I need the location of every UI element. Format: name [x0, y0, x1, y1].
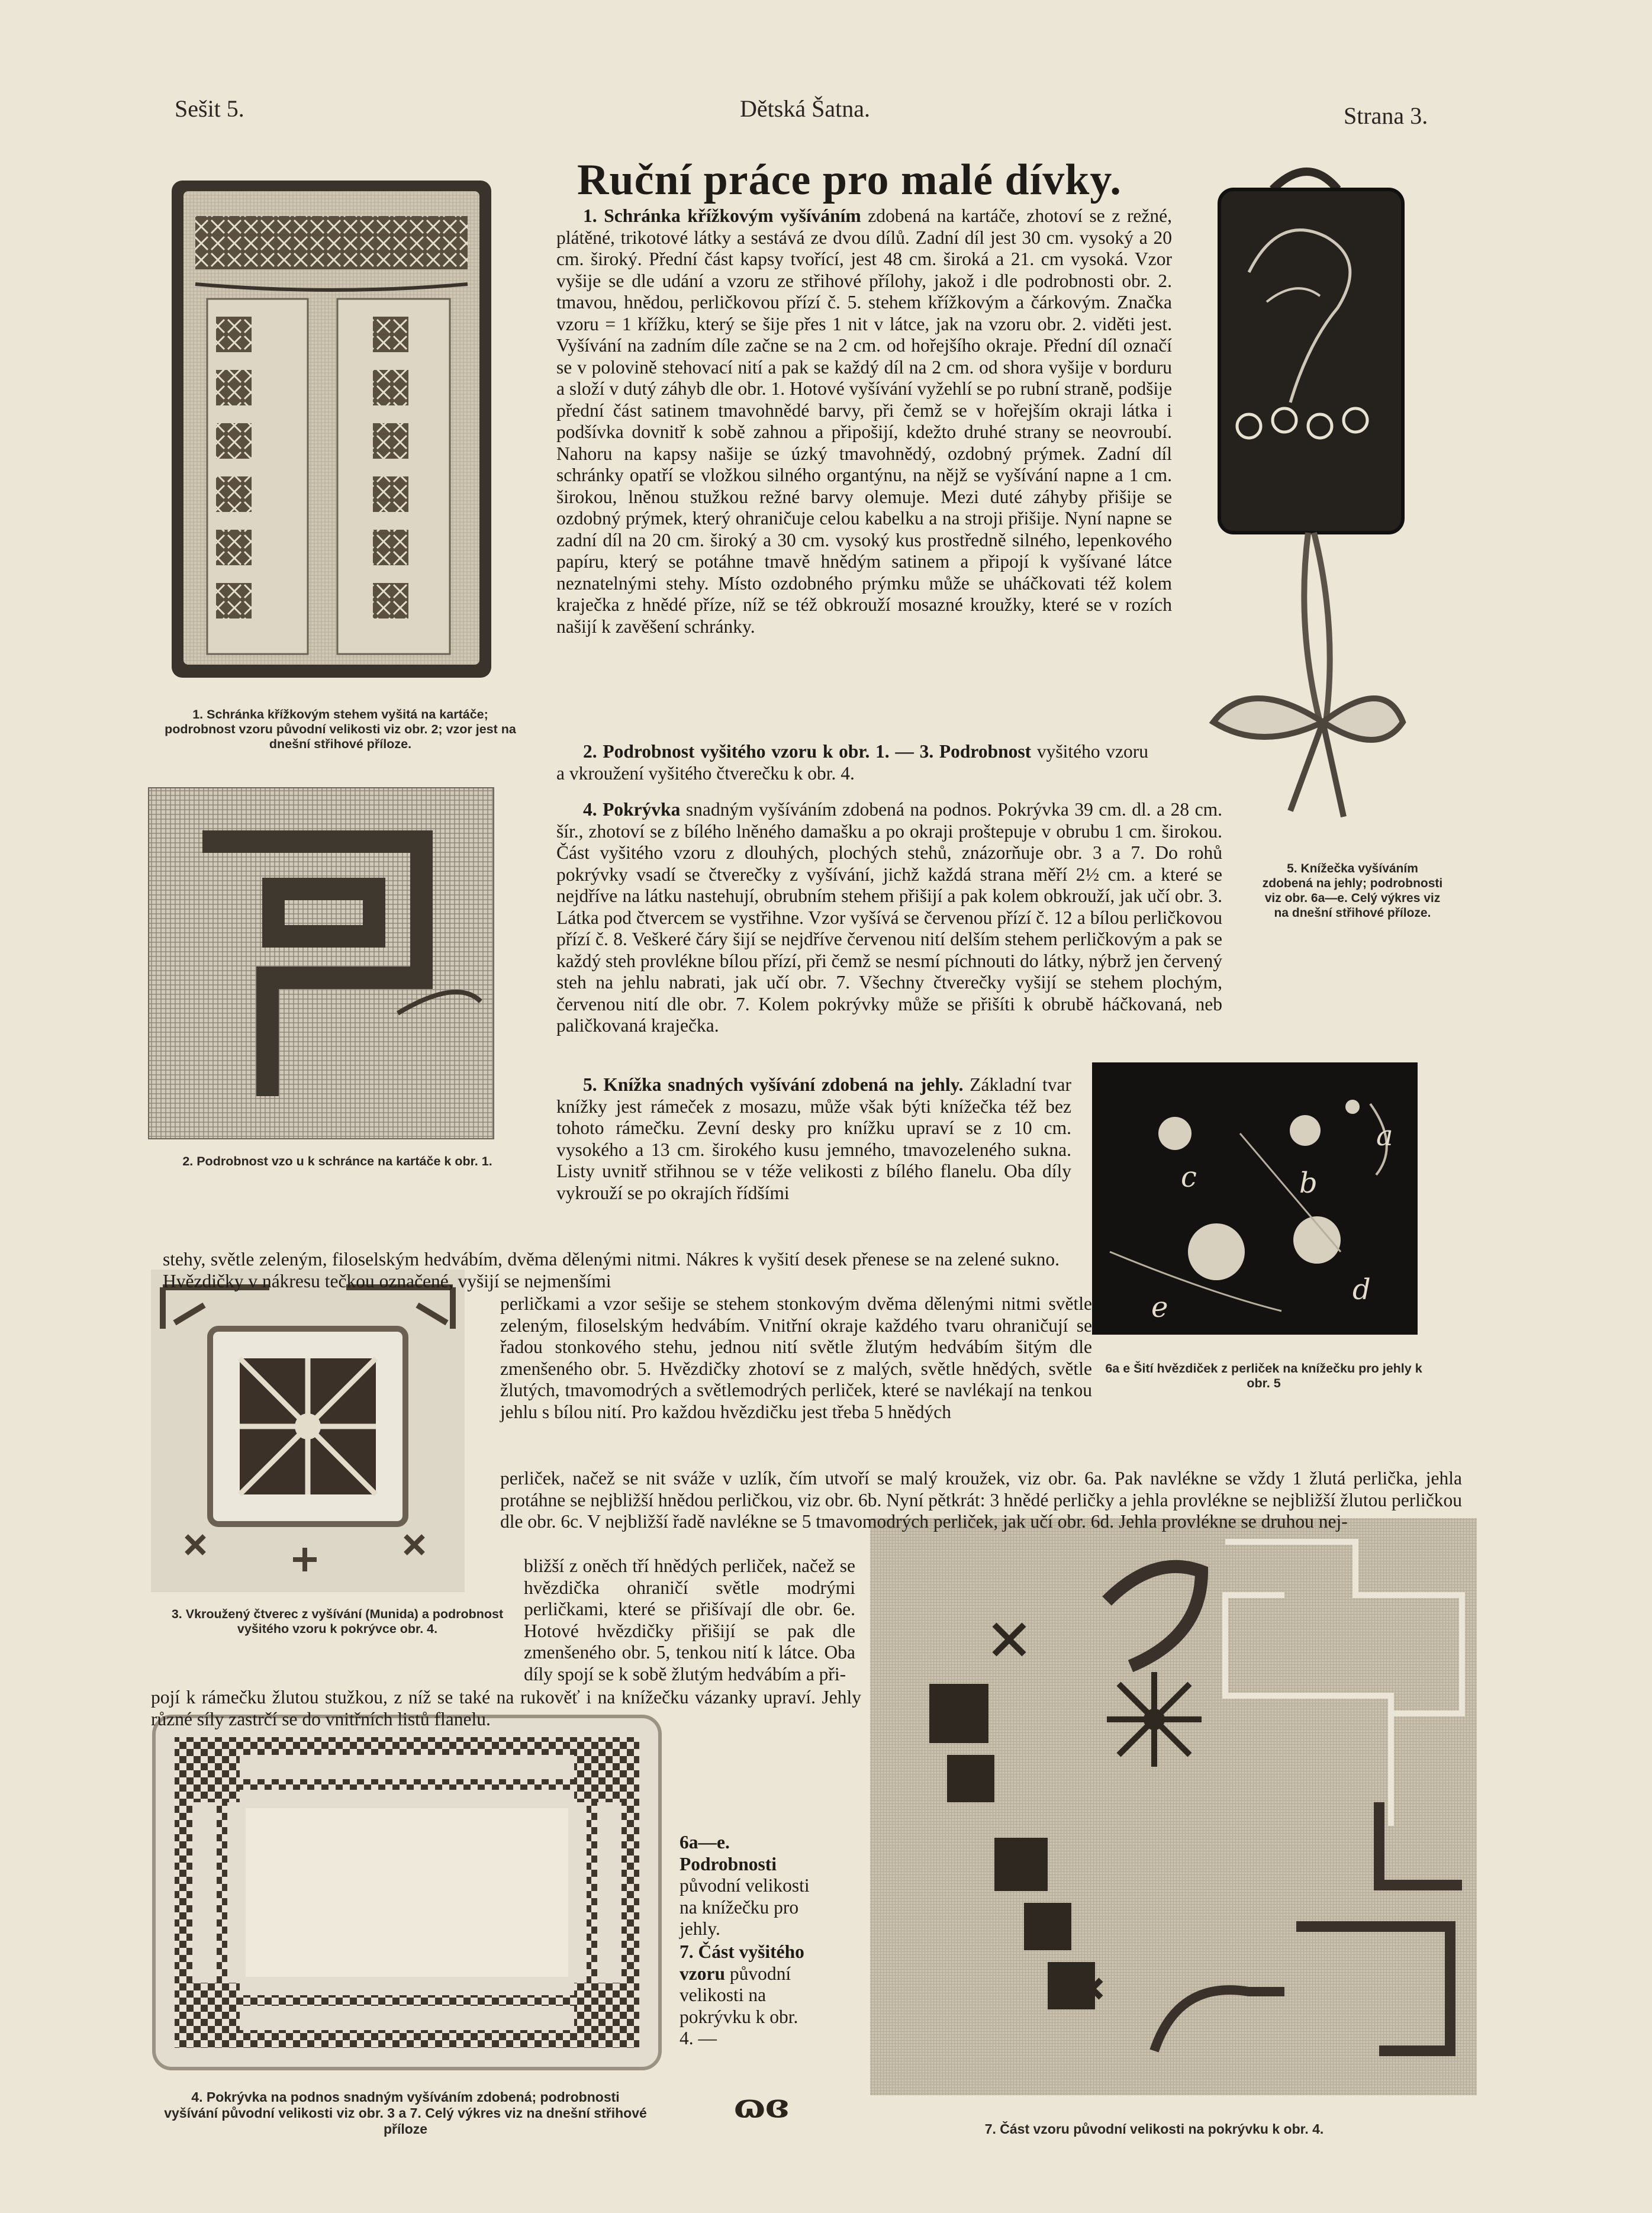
figure-6-bead-stars: [1092, 1062, 1418, 1335]
section-7-body: původní velikosti na pokrývku k obr. 4. —: [680, 1963, 798, 2048]
section-5-text-f: [151, 1687, 861, 1730]
figure-6-letter-d: d: [1352, 1273, 1371, 1306]
section-5-body-e: bližší z oněch tří hnědých perliček, načež se hvězdička ohraničí světle modrými perličkami, které se přišívají dle obr. 6e. Hotové hvězdičky přišijí se pak dle zmenšeného obr. 5, tenkou nití k látce. Oba díly spojí se k sobě žlutým hedvábím a při-: [524, 1555, 855, 1684]
section-5-text-e: [524, 1555, 855, 1685]
figure-7-embroidery-detail: [870, 1518, 1477, 2095]
figure-3-circled-square: [151, 1270, 465, 1592]
section-6-text: [680, 1832, 816, 1940]
magazine-title: Dětská Šatna.: [740, 95, 870, 122]
section-7-lead: 7. Část vyšitého vzoru: [680, 1941, 804, 1984]
figure-6-letter-b: b: [1299, 1167, 1318, 1200]
caption-figure-3: 3. Vkroužený čtverec z vyšívání (Munida) a podrobnost vyšitého vzoru k pokrývce obr. 4.: [171, 1607, 504, 1636]
page-number: Strana 3.: [1344, 102, 1428, 129]
figure-1-brush-holder: [160, 169, 503, 690]
section-5-text-b: [163, 1249, 1060, 1292]
section-2-lead: 2. Podrobnost vyšitého vzoru k obr. 1. — 3. Podrobnost: [583, 741, 1032, 762]
section-2-body: vyšitého vzoru a vkroužení vyšitého čtverečku k obr. 4.: [556, 741, 1148, 784]
section-6-lead: 6a—e. Podrobnosti: [680, 1832, 777, 1874]
figure-6-letter-e: e: [1151, 1291, 1168, 1324]
section-1-body: zdobená na kartáče, zhotoví se z režné, plátěné, trikotové látky a sestává ze dvou dílů. Zadní díl jest 30 cm. vysoký a 20 cm. široký. Přední část kapsy tvořící, jest 48 cm. široká a 21. cm vysoká. Vzor vyšije se dle udání a vzoru ze střihové přílohy, jakož i dle podrobnosti obr. 2. tmavou, hnědou, perličkovou přízí č. 5. stehem křížkovým a čárkovým. Značka vzoru = 1 křížku, který se šije přes 1 nit v látce, jak na vzoru obr. 2. viděti jest. Vyšívání na zadním díle začne se na 2 cm. od hořejšího okraje. Přední díl označí se v polovině stehovací nití a pak se každý díl na 2 cm. od shora vyšije v borduru a složí v dutý záhyb dle obr. 1. Hotové vyšívání vyžehlí se po rubní straně, podšije přední část satinem tmavohnědé barvy, při čemž se v hořejším okraji látka i podšívka dovnitř k sobě zahnou a připošijí, kdežto druhé strany se neovroubí. Nahoru na kapsy našije se úzký tmavohnědý, ozdobný prýmek. Zadní díl schránky opatří se vložkou silného organtýnu, na nějž se vyšívání napne a 1 cm. širokou, lněnou stužkou režné barvy olemuje. Mezi duté záhyby přišije se ozdobný prýmek, který ohraničuje celou kabelku a na stroji přišije. Nyní napne se zadní díl na 20 cm. široký a 30 cm. vysoký kus prostředně silného, lepenkového papíru, který se potáhne tmavě hnědým satinem a připojí k vyšívané látce neznatelnými stehy. Místo ozdobného prýmku může se uháčkovati též kolem kraječka z hnědé příze, níž se též obkrouží mosazné kroužky, které se v rozích našijí k zavěšení schránky.: [556, 205, 1172, 637]
section-5-body-a: Základní tvar knížky jest rámeček z mosazu, může však býti knížečka též bez tohoto rámečku. Zevní desky pro knížku upraví se z 10 cm. vysokého a 13 cm. širokého kusu jemného, tmavozeleného sukna. Listy uvnitř střihnou se v téže velikosti z bílého flanelu. Oba díly vykrouží se po okrajích řídšími: [556, 1074, 1071, 1203]
caption-figure-5: 5. Knížečka vyšíváním zdobená na jehly; podrobnosti viz obr. 6a—e. Celý výkres viz na dnešní střihové příloze.: [1262, 862, 1443, 920]
section-5-body-b: stehy, světle zeleným, filoselským hedvábím, dvěma dělenými nitmi. Nákres k vyšití desek přenese se na zelené sukno. Hvězdičky v nákresu tečkou označené, vyšijí se nejmenšími: [163, 1249, 1060, 1291]
section-5-body-c: perličkami a vzor sešije se stehem stonkovým dvěma dělenými nitmi světle zeleným, filoselským hedvábím. Vnitřní okraje každého tvaru ohraničují se řadou stonkového stehu, jednou nití světle žlutým hedvábím šitým dle zmenšeného obr. 5. Hvězdičky zhotoví se z malých, světle hnědých, světle žlutých, tmavomodrých a světlemodrých perliček, které se navlékají na tenkou jehlu s bílou nití. Pro každou hvězdičku jest třeba 5 hnědých: [500, 1293, 1092, 1422]
figure-2-pattern-detail: [148, 787, 494, 1139]
caption-figure-6: 6a e Šití hvězdiček z perliček na knížečku pro jehly k obr. 5: [1105, 1361, 1422, 1390]
caption-figure-7: 7. Část vzoru původní velikosti na pokrývku k obr. 4.: [984, 2121, 1324, 2137]
section-5-lead: 5. Knížka snadných vyšívání zdobená na jehly.: [583, 1074, 964, 1095]
issue-number: Sešit 5.: [175, 95, 244, 122]
figure-6-letter-a: a: [1376, 1119, 1393, 1152]
section-1-lead: 1. Schránka křížkovým vyšíváním: [583, 205, 861, 226]
caption-figure-1: 1. Schránka křížkovým stehem vyšitá na kartáče; podrobnost vzoru původní velikosti viz obr. 2; vzor jest na dnešní střihové příloze.: [165, 707, 516, 751]
section-6-body: původní velikosti na knížečku pro jehly.: [680, 1875, 810, 1939]
figure-6-letter-c: c: [1181, 1161, 1197, 1194]
section-5-text-d: [500, 1468, 1462, 1533]
section-2-text: [556, 741, 1148, 784]
caption-figure-2: 2. Podrobnost vzo u k schránce na kartáče k obr. 1.: [182, 1154, 492, 1168]
section-5-text-a: [556, 1074, 1071, 1204]
section-5-text-c: [500, 1293, 1092, 1423]
ornament-divider: ɷɞ: [734, 2086, 789, 2125]
section-5-body-d: perliček, načež se nit sváže v uzlík, čím utvoří se malý kroužek, viz obr. 6a. Pak navlékne se vždy 1 žlutá perlička, jehla protáhne se nejbližší hnědou perličkou, viz obr. 6b. Nyní pětkrát: 3 hnědé perličky a jehla provlékne se nejbližší žlutou perličkou dle obr. 6c. V nejbližší řadě navlékne se 5 tmavomodrých perliček, jak učí obr. 6d. Jehla provlékne se druhou nej-: [500, 1468, 1462, 1532]
section-4-text: [556, 799, 1222, 1037]
article-title: Ruční práce pro malé dívky.: [577, 156, 1122, 204]
figure-5-needle-book: [1190, 154, 1409, 829]
section-4-lead: 4. Pokrývka: [583, 799, 681, 820]
section-5-body-f: pojí k rámečku žlutou stužkou, z níž se také na rukověť i na knížečku vázanky upraví. Jehly různé síly zastrčí se do vnitřních listů flanelu.: [151, 1687, 861, 1729]
section-7-text: [680, 1941, 816, 2050]
section-4-body: snadným vyšíváním zdobená na podnos. Pokrývka 39 cm. dl. a 28 cm. šír., zhotoví se z bílého lněného damašku a po okraji proštepuje v obrubu 1 cm. širokou. Část vyšitého vzoru z dlouhých, plochých stehů, znázorňuje obr. 3 a 7. Do rohů pokrývky vsadí se čtverečky z vyšívání, jichž každá strana měří 2½ cm. a které se nejdříve na látku nastehují, obrubním stehem přišijí a pak kolem obkrouží, jak učí obr. 3. Látka pod čtvercem se vystřihne. Vzor vyšívá se červenou přízí č. 12 a bílou perličkovou přízí č. 8. Veškeré čáry šijí se nejdříve červenou nití delším stehem perličkovým a pak se každý steh provlékne bílou přízí, při čemž se nesmí píchnouti do látky, nýbrž jen červený steh na jehlu nabrati, jak učí obr. 7. Všechny čtverečky vyšijí se stehem plochým, červenou nití dle obr. 7. Kolem pokrývky může se přišíti k obrubě háčkovaná, neb paličkovaná kraječka.: [556, 799, 1222, 1036]
caption-figure-4: 4. Pokrývka na podnos snadným vyšíváním zdobená; podrobnosti vyšívání původní velikosti viz obr. 3 a 7. Celý výkres viz na dnešní střihové příloze: [164, 2089, 647, 2137]
figure-4-tray-cover: [151, 1713, 663, 2072]
section-1-text: [556, 205, 1172, 738]
